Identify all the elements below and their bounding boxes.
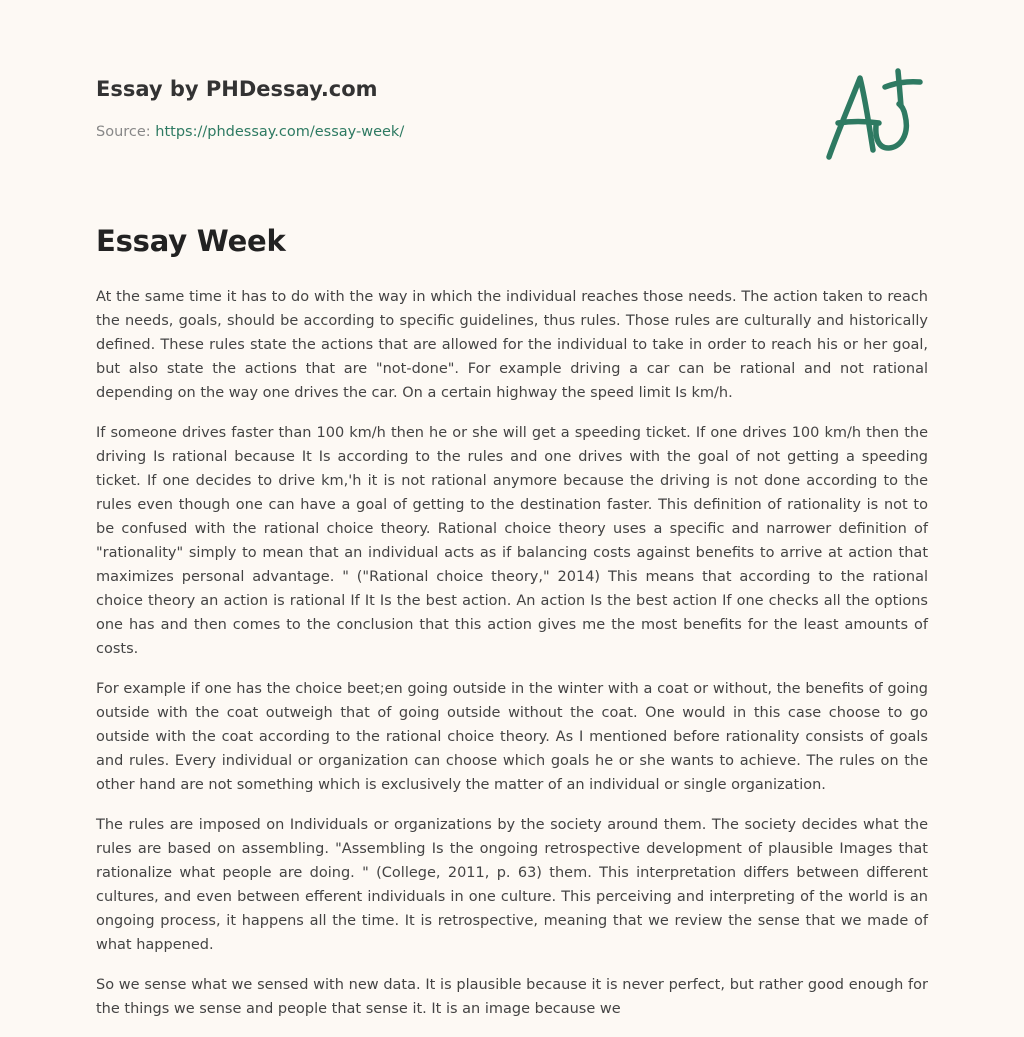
- essay-title: Essay Week: [96, 224, 286, 258]
- source-link[interactable]: https://phdessay.com/essay-week/: [155, 124, 405, 140]
- site-brand: Essay by PHDessay.com: [96, 77, 378, 101]
- essay-paragraph: So we sense what we sensed with new data. It is plausible because it is never perfect, but rather good enough for the things we sense and people that sense it. It is an image because we: [96, 977, 928, 1017]
- source-label: Source:: [96, 124, 151, 140]
- source-line: [96, 124, 404, 140]
- essay-paragraph: At the same time it has to do with the way in which the individual reaches those needs. The action taken to reach the needs, goals, should be according to specific guidelines, thus rules. Those rules are culturally and historically defined. These rules state the actions that are allowed for the individual to take in order to reach his or her goal, but also state the actions that are "not-done". For example driving a car can be rational and not rational depending on the way one drives the car. On a certain highway the speed limit Is km/h.: [96, 289, 928, 401]
- essay-paragraph: If someone drives faster than 100 km/h then he or she will get a speeding ticket. If one drives 100 km/h then the driving Is rational because It Is according to the rules and one drives with the goal of not getting a speeding ticket. If one decides to drive km,'h it is not rational anymore because the driving is not done according to the rules even though one can have a goal of getting to the destination faster. This definition of rationality is not to be confused with the rational choice theory. Rational choice theory uses a specific and narrower definition of "rationality" simply to mean that an individual acts as if balancing costs against benefits to arrive at action that maximizes personal advantage. " ("Rational choice theory," 2014) This means that according to the rational choice theory an action is rational If It Is the best action. An action Is the best action If one checks all the options one has and then comes to the conclusion that this action gives me the most benefits for the least amounts of costs.: [96, 425, 928, 657]
- site-header: [96, 72, 928, 182]
- essay-body: [96, 285, 928, 1037]
- essay-paragraph: For example if one has the choice beet;en going outside in the winter with a coat or without, the benefits of going outside with the coat outweigh that of going outside without the coat. One would in this case choose to go outside with the coat according to the rational choice theory. As I mentioned before rationality consists of goals and rules. Every individual or organization can choose which goals he or she wants to achieve. The rules on the other hand are not something which is exclusively the matter of an individual or single organization.: [96, 681, 928, 793]
- a-plus-icon: [823, 68, 927, 164]
- essay-paragraph: The rules are imposed on Individuals or organizations by the society around them. The society decides what the rules are based on assembling. "Assembling Is the ongoing retrospective development of plausible Images that rationalize what people are doing. " (College, 2011, p. 63) them. This interpretation differs between different cultures, and even between efferent individuals in one culture. This perceiving and interpreting of the world is an ongoing process, it happens all the time. It is retrospective, meaning that we review the sense that we made of what happened.: [96, 817, 928, 953]
